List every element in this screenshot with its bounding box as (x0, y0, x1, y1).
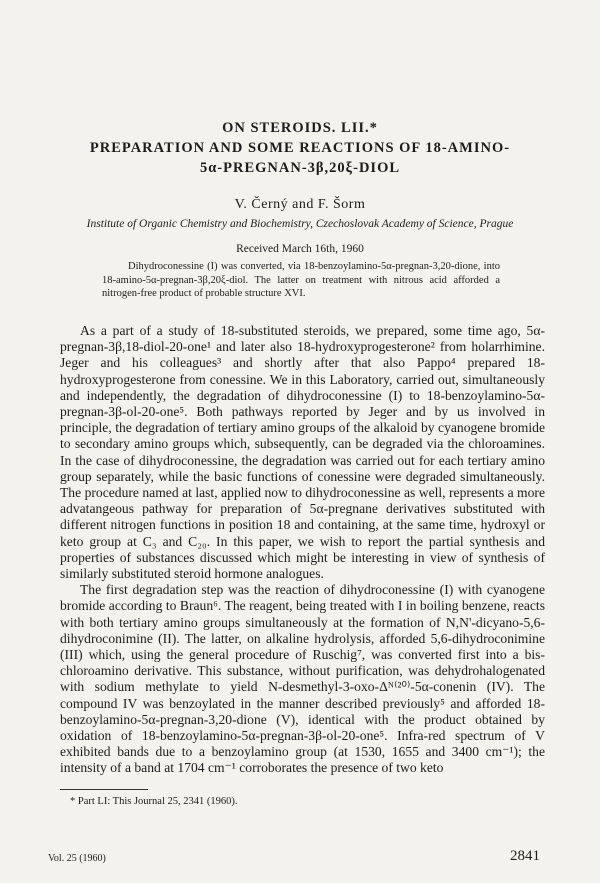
journal-volume: Vol. 25 (1960) (48, 853, 106, 864)
footnote: * Part LI: This Journal 25, 2341 (1960). (70, 796, 238, 807)
title-block (0, 120, 600, 255)
title-line-2: 5α-PREGNAN-3β,20ξ-DIOL (199, 160, 401, 176)
abstract: Dihydroconessine (I) was converted, via 18-benzoylamino-5α-pregnan-3,20-dione, into 18-amino-5α-pregnan-3β,20ξ-diol. The latter on treatment with nitrous acid afforded a nitrogen-free product of probable structure XVI. (102, 261, 500, 299)
series-heading: ON STEROIDS. LII.* (222, 120, 378, 136)
body-paragraph-1: As a part of a study of 18-substituted steroids, we prepared, some time ago, 5α-pregnan-3β,18-diol-20-one¹ and later also 18-hydroxyprogesterone² from holarrhimine. Jeger and his colleagues³ and shortly after that also Pappo⁴ prepared 18-hydroxyprogesterone from conessine. We in this Laboratory, carried out, simultaneously and independently, the degradation of dihydroconessine (I) to 18-benzoylamino-5α-pregnan-3β-ol-20-one⁵. Both pathways reported by Jeger and by us involved in principle, the degradation of tertiary amino groups of the alkaloid by cyanogene bromide to secondary amino groups which, subsequently, can be degraded via the chloroamines. In the case of dihydroconessine, the degradation was carried out for each tertiary amino group separately, while the basic functions of conessine were degraded simultaneously. The procedure named at last, applied now to dihydroconessine as well, represents a more advatangeous pathway for preparation of 5α-pregnane derivatives substituted with different nitrogen functions in position 18 and containing, at the same time, hydroxyl or keto group at C₃ and C₂₀. In this paper, we wish to report the partial synthesis and properties of substances discussed which might be interesting in view of synthesis of similarly substituted steroid hormone analogues. (60, 323, 545, 582)
authors: V. Černý and F. Šorm (234, 197, 366, 212)
institute-affiliation: Institute of Organic Chemistry and Biochemistry, Czechoslovak Academy of Science, Prague (86, 218, 514, 230)
title-line-1: PREPARATION AND SOME REACTIONS OF 18-AMINO- (89, 140, 511, 156)
body-paragraph-2: The first degradation step was the reaction of dihydroconessine (I) with cyanogene bromide according to Braun⁶. The reagent, being treated with I in boiling benzene, reacts with both tertiary amino groups simultaneously at the formation of N,N'-dicyano-5,6-dihydroconimine (II). The latter, on alkaline hydrolysis, afforded 5,6-dihydroconimine (III) which, using the general procedure of Ruschig⁷, was converted first into a bis-chloroamino derivative. This substance, without purification, was dehydrohalogenated with sodium methylate to yield N-desmethyl-3-oxo-Δᴺ⁽²⁰⁾-5α-conenin (IV). The compound IV was benzoylated in the manner described previously⁵ and afforded 18-benzoylamino-5α-pregnan-3,20-dione (V), identical with the product obtained by oxidation of 18-benzoylamino-5α-pregnan-3β-ol-20-one⁵. Infra-red spectrum of V exhibited bands due to a benzoylamino group (at 1530, 1655 and 3400 cm⁻¹); the intensity of a band at 1704 cm⁻¹ corroborates the presence of two keto (60, 582, 545, 776)
footnote-divider (60, 789, 148, 790)
page-number: 2841 (510, 848, 540, 864)
received-date: Received March 16th, 1960 (236, 243, 364, 255)
body-text (60, 323, 545, 777)
